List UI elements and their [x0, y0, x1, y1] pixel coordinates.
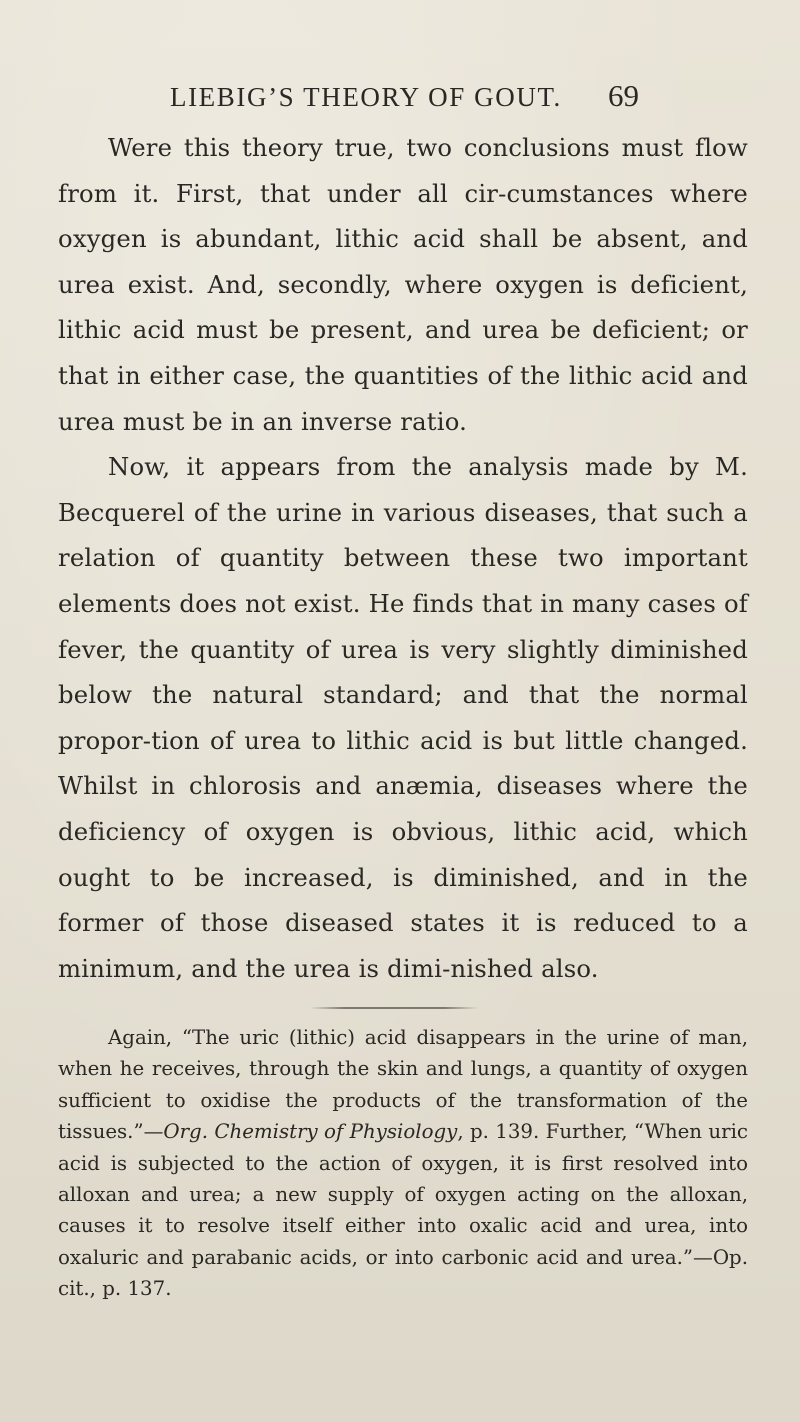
footnote-text-1: Again, “The uric (lithic) acid disappears in the urine of man, when he receives, through the skin and lungs, a quantity of oxygen sufficient to oxidise the products of the transformation of the tissues.”—: [58, 1026, 748, 1144]
paragraph-2: Now, it appears from the analysis made by M. Becquerel of the urine in various diseases, that such a relation of quantity between these two important elements does not exist. He finds that in many cases of fever, the quantity of urea is very slightly diminished below the natural standard; and that the normal propor-tion of urea to lithic acid is but little changed. Whilst in chlorosis and anæmia, diseases where the deficiency of oxygen is obvious, lithic acid, which ought to be increased, is diminished, and in the former of those diseased states it is reduced to a minimum, and the urea is dimi-nished also.: [58, 452, 748, 983]
footnote-text-2: , p. 139. Further, “When uric acid is subjected to the action of oxygen, it is first resolved into alloxan and urea; a new supply of oxygen acting on the alloxan, causes it to resolve itself either into oxalic acid and urea, into oxaluric and parabanic acids, or into carbonic acid and urea.”—Op. cit., p. 137.: [58, 1120, 748, 1301]
page-number: 69: [608, 78, 639, 113]
paragraph-1: Were this theory true, two conclusions must flow from it. First, that under all cir-cumstances where oxygen is abundant, lithic acid shall be absent, and urea exist. And, secondly, where oxygen is deficient, lithic acid must be present, and urea be deficient; or that in either case, the quantities of the lithic acid and urea must be in an inverse ratio.: [58, 133, 748, 436]
page-header: [0, 78, 800, 122]
footnote-paragraph: [58, 1022, 748, 1305]
footnote: [58, 1022, 748, 1305]
running-head: LIEBIG’S THEORY OF GOUT.: [170, 82, 562, 112]
footnote-citation: Org. Chemistry of Physiology: [163, 1120, 458, 1144]
main-text: [58, 125, 748, 991]
section-divider: [310, 1007, 478, 1009]
